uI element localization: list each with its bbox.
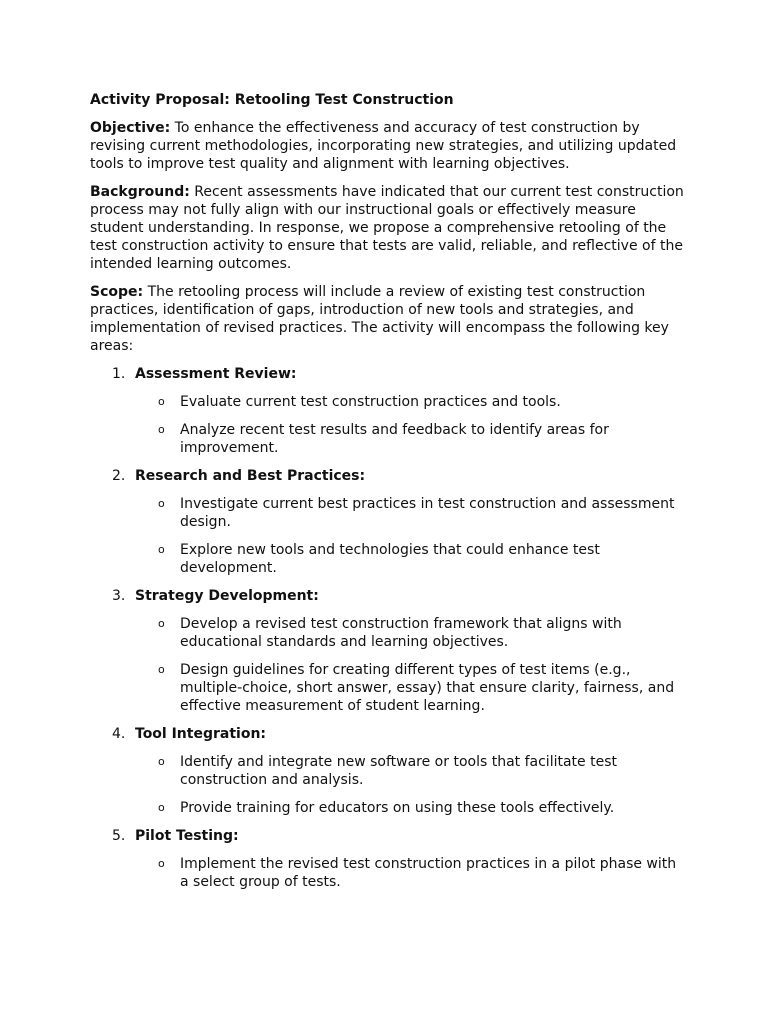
circle-bullet-icon: o xyxy=(158,663,165,676)
key-area-heading xyxy=(90,725,685,743)
key-areas-list xyxy=(90,365,685,891)
circle-bullet-icon: o xyxy=(158,617,165,630)
paragraph-label: Scope: xyxy=(90,284,144,300)
key-area-pilot-testing xyxy=(90,827,685,891)
list-number: 2. xyxy=(112,468,126,484)
circle-bullet-icon: o xyxy=(158,423,165,436)
list-item-text: Implement the revised test construction practices in a pilot phase with a select group of tests. xyxy=(180,856,677,890)
key-area-assessment-review xyxy=(90,365,685,457)
scope-paragraph xyxy=(90,283,685,355)
list-number: 1. xyxy=(112,366,126,382)
list-number: 3. xyxy=(112,588,126,604)
list-item xyxy=(90,421,685,457)
background-paragraph xyxy=(90,183,685,273)
key-area-heading xyxy=(90,467,685,485)
circle-bullet-icon: o xyxy=(158,755,165,768)
list-item xyxy=(90,799,685,817)
list-item xyxy=(90,661,685,715)
key-area-heading-text: Pilot Testing: xyxy=(135,828,239,844)
sub-item-list xyxy=(90,615,685,715)
key-area-heading-text: Research and Best Practices: xyxy=(135,468,366,484)
paragraph-text: The retooling process will include a review of existing test construction practices, identification of gaps, introduction of new tools and strategies, and implementation of revised practices. The activity will encompass the following key areas: xyxy=(90,284,669,354)
circle-bullet-icon: o xyxy=(158,497,165,510)
paragraph-label: Objective: xyxy=(90,120,171,136)
sub-item-list xyxy=(90,495,685,577)
sub-item-list xyxy=(90,393,685,457)
paragraph-label: Background: xyxy=(90,184,190,200)
key-area-research xyxy=(90,467,685,577)
key-area-heading-text: Assessment Review: xyxy=(135,366,297,382)
document-title: Activity Proposal: Retooling Test Construction xyxy=(90,92,454,108)
list-number: 5. xyxy=(112,828,126,844)
paragraph-text: Recent assessments have indicated that our current test construction process may not fully align with our instructional goals or effectively measure student understanding. In response, we propose a comprehensive retooling of the test construction activity to ensure that tests are valid, reliable, and reflective of the intended learning outcomes. xyxy=(90,184,684,272)
sub-item-list xyxy=(90,753,685,817)
list-item xyxy=(90,753,685,789)
key-area-heading xyxy=(90,827,685,845)
list-item-text: Analyze recent test results and feedback to identify areas for improvement. xyxy=(180,422,609,456)
list-item-text: Evaluate current test construction practices and tools. xyxy=(180,394,561,410)
list-item xyxy=(90,541,685,577)
key-area-strategy-development xyxy=(90,587,685,715)
list-item xyxy=(90,855,685,891)
paragraph-text: To enhance the effectiveness and accuracy of test construction by revising current methodologies, incorporating new strategies, and utilizing updated tools to improve test quality and alignment with learning objectives. xyxy=(90,120,677,172)
list-item xyxy=(90,393,685,411)
list-item xyxy=(90,615,685,651)
key-area-heading-text: Tool Integration: xyxy=(135,726,267,742)
list-item-text: Explore new tools and technologies that could enhance test development. xyxy=(180,542,600,576)
list-item-text: Develop a revised test construction framework that aligns with educational standards and learning objectives. xyxy=(180,616,622,650)
key-area-heading xyxy=(90,365,685,383)
key-area-tool-integration xyxy=(90,725,685,817)
circle-bullet-icon: o xyxy=(158,857,165,870)
objective-paragraph xyxy=(90,119,685,173)
list-item xyxy=(90,495,685,531)
list-number: 4. xyxy=(112,726,126,742)
circle-bullet-icon: o xyxy=(158,395,165,408)
sub-item-list xyxy=(90,855,685,891)
key-area-heading xyxy=(90,587,685,605)
circle-bullet-icon: o xyxy=(158,543,165,556)
list-item-text: Design guidelines for creating different types of test items (e.g., multiple-choice, short answer, essay) that ensure clarity, fairness, and effective measurement of student learning. xyxy=(180,662,675,714)
document-page xyxy=(90,91,685,901)
list-item-text: Provide training for educators on using these tools effectively. xyxy=(180,800,615,816)
list-item-text: Investigate current best practices in test construction and assessment design. xyxy=(180,496,675,530)
list-item-text: Identify and integrate new software or tools that facilitate test construction and analysis. xyxy=(180,754,617,788)
key-area-heading-text: Strategy Development: xyxy=(135,588,319,604)
circle-bullet-icon: o xyxy=(158,801,165,814)
